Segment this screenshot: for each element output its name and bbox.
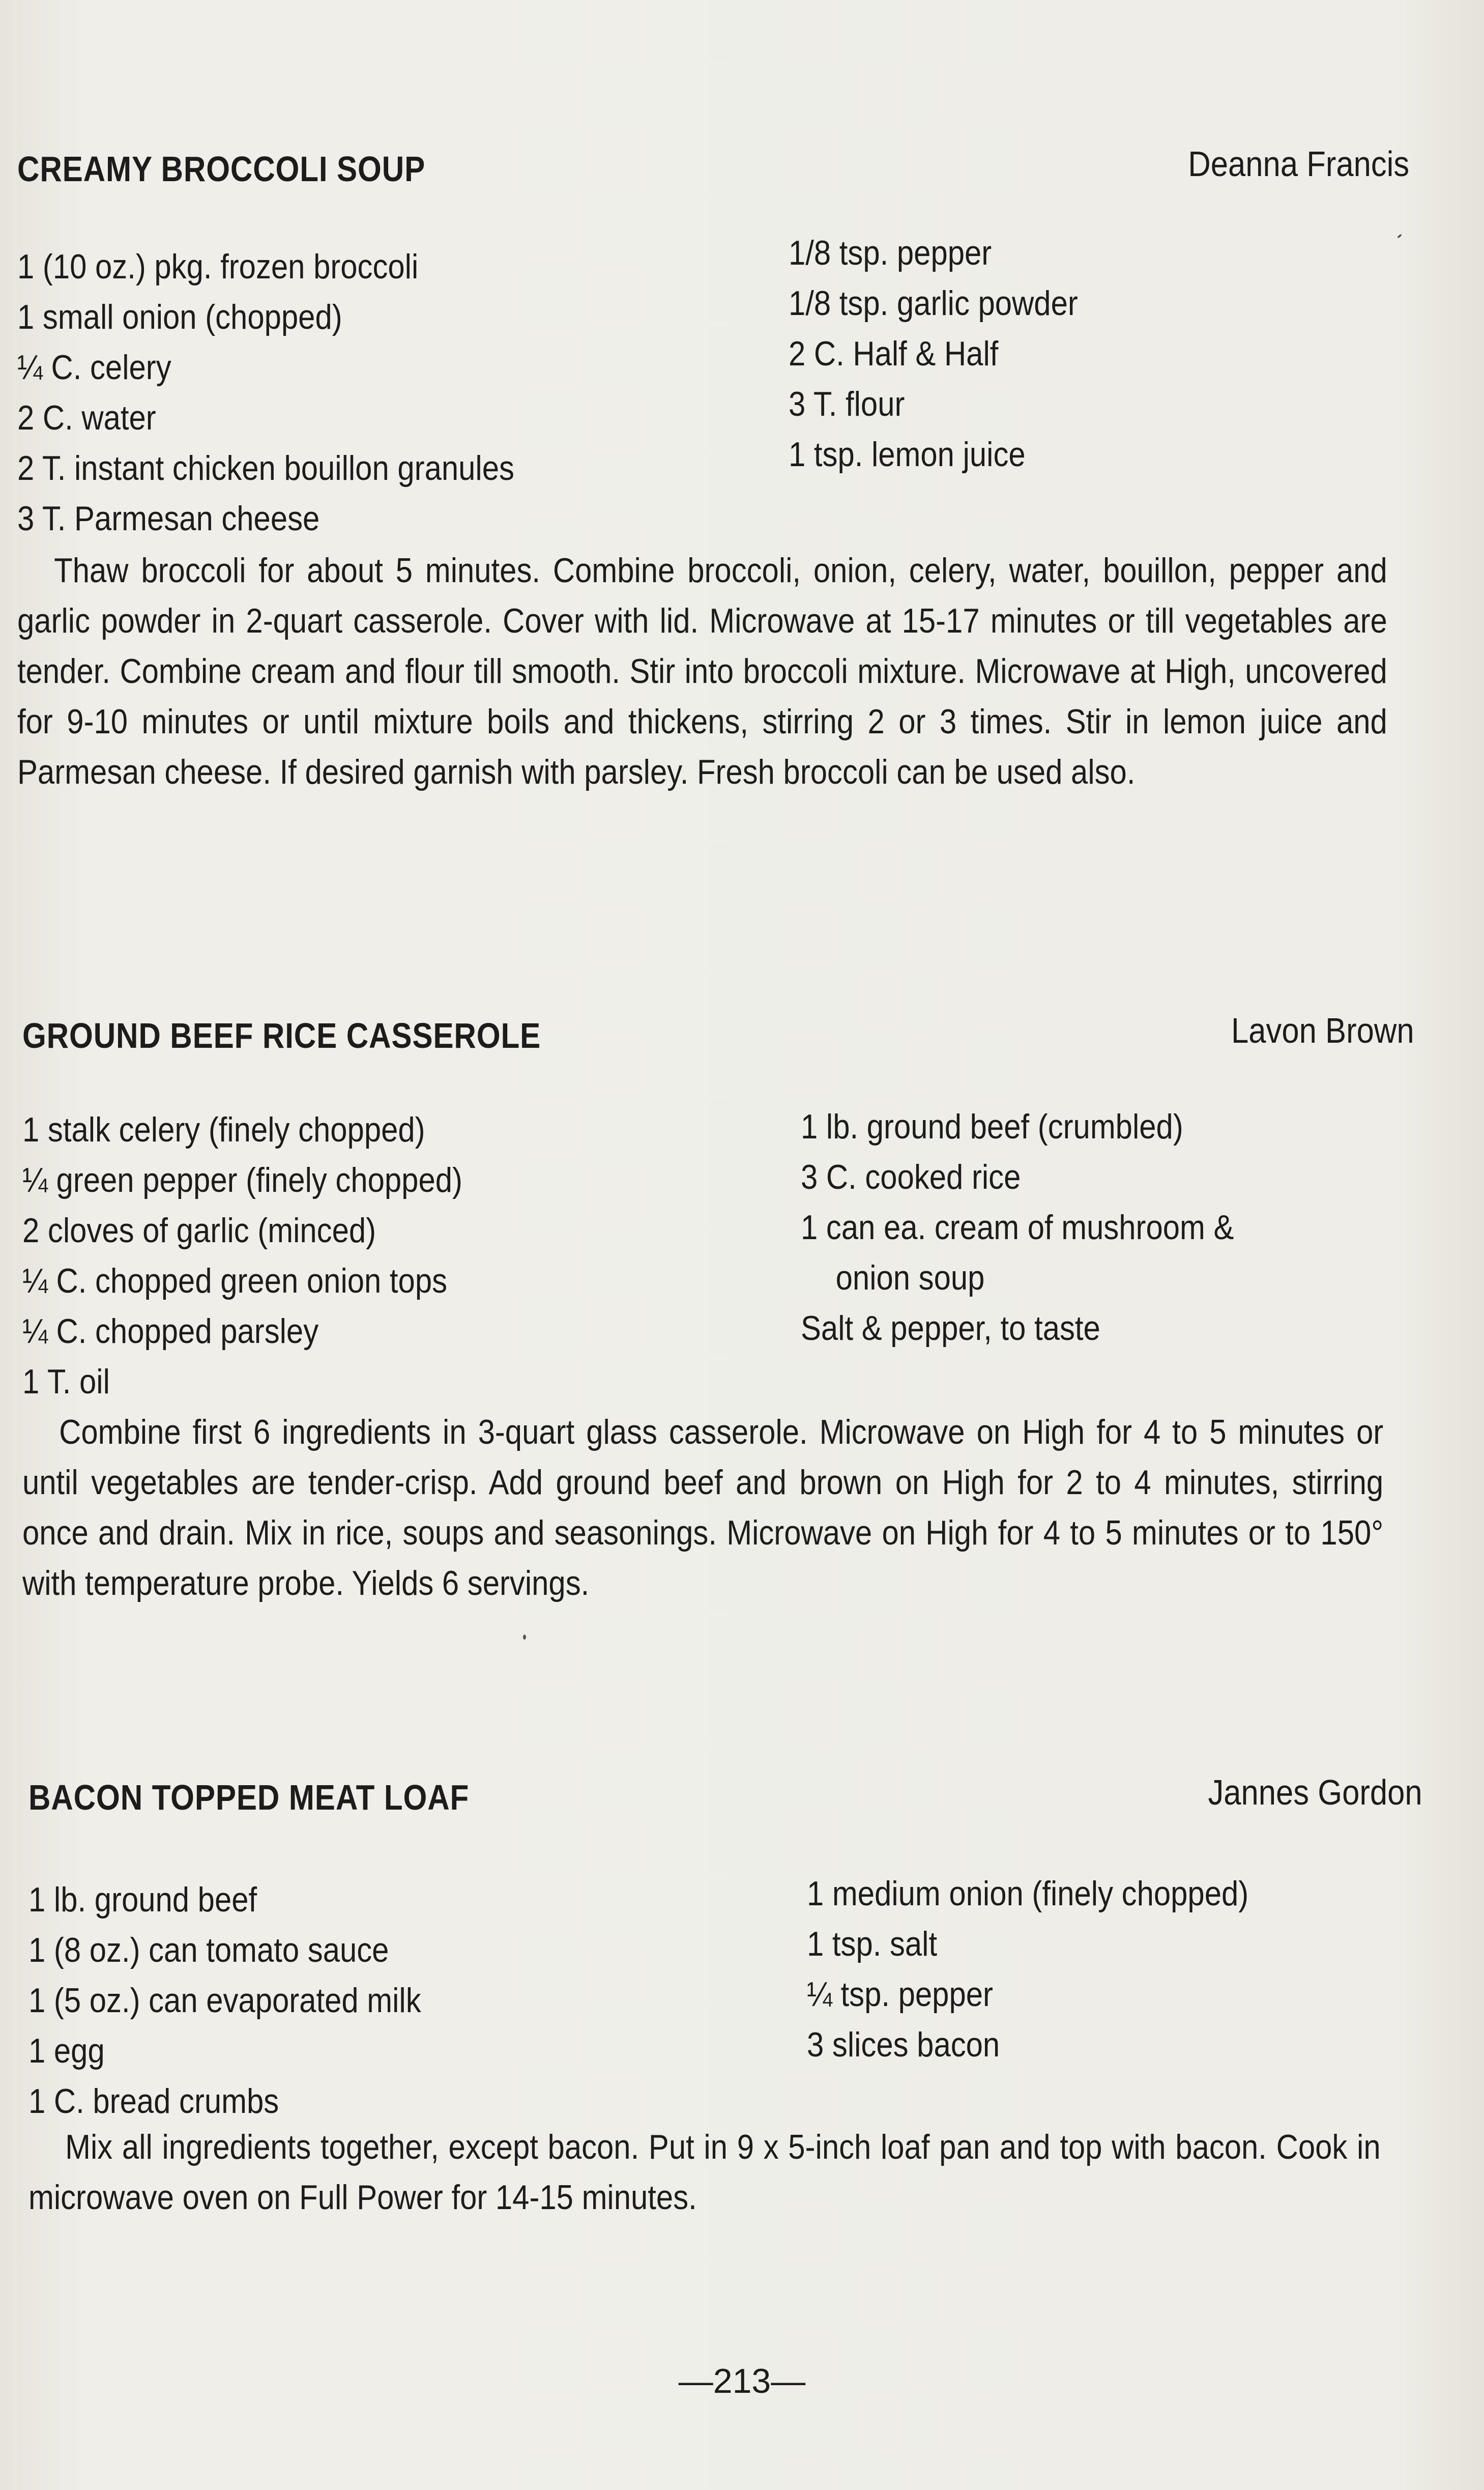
ingredient: ¼ C. celery <box>17 348 171 387</box>
ingredient: 1 T. oil <box>22 1362 110 1401</box>
recipe-header <box>17 133 1409 189</box>
ingredient: 2 C. Half & Half <box>789 334 999 373</box>
ingredient: 1 tsp. salt <box>807 1925 938 1963</box>
ingredient: 1 stalk celery (finely chopped) <box>22 1110 425 1149</box>
ingredient: 2 C. water <box>17 398 156 437</box>
ingredient-column-left <box>22 1105 522 1407</box>
ingredient: 3 C. cooked rice <box>801 1158 1021 1196</box>
recipe-creamy-broccoli-soup <box>17 133 1409 791</box>
ingredient: 3 T. flour <box>789 385 905 423</box>
recipe-bacon-topped-meat-loaf <box>28 1762 1422 2217</box>
recipe-title: CREAMY BROCCOLI SOUP <box>17 149 426 189</box>
ingredient-column-left <box>17 242 582 544</box>
recipe-title: BACON TOPPED MEAT LOAF <box>28 1778 470 1817</box>
ingredient: ¼ C. chopped green onion tops <box>22 1262 448 1300</box>
ingredient: 1 can ea. cream of mushroom & <box>801 1208 1234 1247</box>
ingredient: 1 C. bread crumbs <box>28 2082 279 2121</box>
ingredient: 3 T. Parmesan cheese <box>17 499 320 538</box>
ingredient-column-right <box>801 1102 1293 1354</box>
recipe-title: GROUND BEEF RICE CASSEROLE <box>22 1016 541 1055</box>
ingredient-column-left <box>28 1875 475 2127</box>
ingredient: 1/8 tsp. garlic powder <box>789 284 1078 323</box>
ingredient: 2 cloves of garlic (minced) <box>22 1211 376 1250</box>
recipe-directions: Thaw broccoli for about 5 minutes. Combine broccoli, onion, celery, water, bouillon, pepper and garlic powder in 2-quart casserole. Cover with lid. Microwave at 15-17 minutes or till vegetables are tender. Combine cream and flour till smooth. Stir into broccoli mixture. Microwave at High, uncovered for 9-10 minutes or until mixture boils and thickens, stirring 2 or 3 times. Stir in lemon juice and Parmesan cheese. If desired garnish with parsley. Fresh broccoli can be used also. <box>17 551 1387 791</box>
ingredient: 1 (8 oz.) can tomato sauce <box>28 1931 389 1969</box>
ingredient: 1 tsp. lemon juice <box>789 435 1026 474</box>
recipe-directions: Combine first 6 ingredients in 3-quart glass casserole. Microwave on High for 4 to 5 minutes or until vegetables are tender-crisp. Add ground beef and brown on High for 2 to 4 minutes, stirring once and drain. Mix in rice, soups and seasonings. Microwave on High for 4 to 5 minutes or to 150° with temperature probe. Yields 6 servings. <box>22 1413 1384 1602</box>
recipe-author: Lavon Brown <box>1231 1011 1414 1050</box>
ingredient: onion soup <box>835 1258 985 1297</box>
print-speck <box>1397 234 1402 238</box>
ingredient-list <box>28 1875 1402 2127</box>
ingredient: 1 lb. ground beef <box>28 1880 257 1919</box>
print-speck <box>523 1635 526 1640</box>
ingredient-column-right <box>807 1869 1309 2070</box>
ingredient: 1 (5 oz.) can evaporated milk <box>28 1981 421 2020</box>
ingredient-column-right <box>789 228 1117 480</box>
ingredient: ¼ green pepper (finely chopped) <box>22 1161 462 1199</box>
page-number: —213— <box>678 2362 806 2400</box>
ingredient: 2 T. instant chicken bouillon granules <box>17 449 514 488</box>
ingredient: ¼ tsp. pepper <box>807 1975 993 2014</box>
ingredient: Salt & pepper, to taste <box>801 1309 1100 1348</box>
ingredient: 3 slices bacon <box>807 2025 1000 2064</box>
recipe-author: Jannes Gordon <box>1208 1772 1422 1812</box>
recipe-author: Deanna Francis <box>1188 144 1409 184</box>
recipe-ground-beef-rice-casserole <box>22 1000 1414 1602</box>
ingredient-list <box>22 1105 1396 1407</box>
ingredient: 1 lb. ground beef (crumbled) <box>801 1107 1183 1146</box>
recipe-header <box>28 1762 1422 1818</box>
recipe-header <box>22 1000 1414 1056</box>
ingredient: ¼ C. chopped parsley <box>22 1312 319 1351</box>
recipe-directions: Mix all ingredients together, except bacon. Put in 9 x 5-inch loaf pan and top with bacon. Cook in microwave oven on Full Power for 14-15 minutes. <box>28 2128 1381 2217</box>
ingredient: 1 egg <box>28 2031 105 2070</box>
ingredient: 1 (10 oz.) pkg. frozen broccoli <box>17 247 419 286</box>
ingredient: 1 small onion (chopped) <box>17 298 342 336</box>
ingredient: 1/8 tsp. pepper <box>789 234 992 272</box>
ingredient: 1 medium onion (finely chopped) <box>807 1874 1249 1913</box>
ingredient-list <box>17 234 1391 544</box>
